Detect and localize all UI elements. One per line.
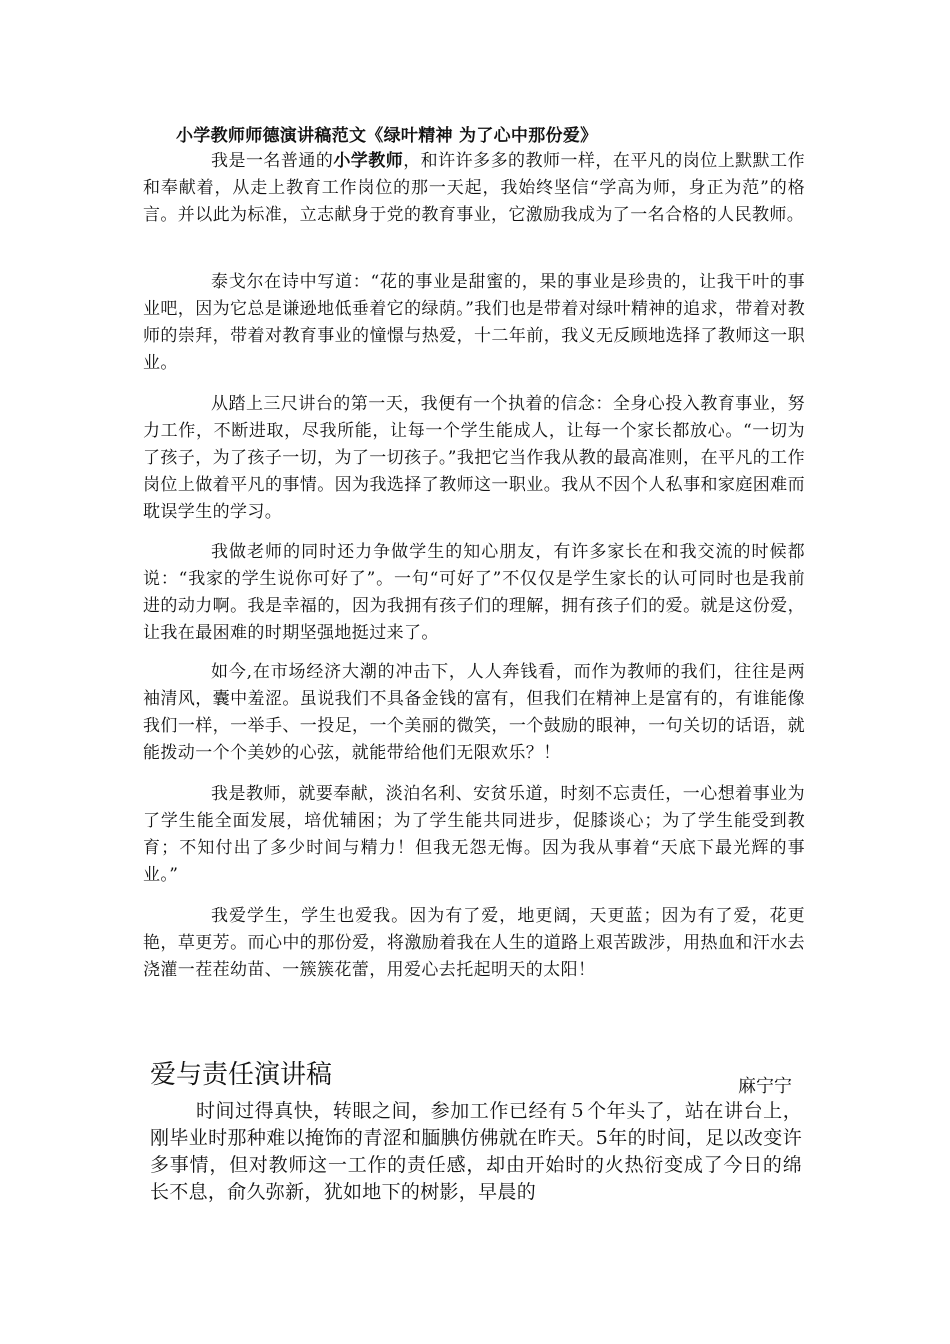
paragraph-1: [143, 148, 805, 229]
paragraph-3: 从踏上三尺讲台的第一天，我便有一个执着的信念：全身心投入教育事业，努力工作，不断进取，尽我所能，让每一个学生能成人，让每一个家长都放心。“一切为了孩子，为了孩子一切，为了一切孩子。”我把它当作我从教的最高准则，在平凡的工作岗位上做着平凡的事情。因为我选择了教师这一职业。我从不因个人私事和家庭困难而耽误学生的学习。: [143, 394, 805, 522]
paragraph-1-bold: 小学教师: [333, 151, 404, 171]
paragraph-2: 泰戈尔在诗中写道：“花的事业是甜蜜的，果的事业是珍贵的，让我干叶的事业吧，因为它总是谦逊地低垂着它的绿荫。”我们也是带着对绿叶精神的追求，带着对教师的崇拜，带着对教育事业的憧憬与热爱，十二年前，我义无反顾地选择了教师这一职业。: [143, 272, 805, 373]
paragraph-7: 我爱学生，学生也爱我。因为有了爱，地更阔，天更蓝；因为有了爱，花更艳，草更芳。而心中的那份爱，将激励着我在人生的道路上艰苦跋涉，用热血和汗水去浇灌一茬茬幼苗、一簇簇花蕾，用爱心去托起明天的太阳！: [143, 906, 805, 980]
speech-title-1: 小学教师师德演讲稿范文《绿叶精神 为了心中那份爱》: [176, 126, 598, 146]
paragraph-1-post: ，和许许多多的教师一样，在平凡的岗位上默默工作和奉献着，从走上教育工作岗位的那一天起，我始终坚信“学高为师，身正为范”的格言。并以此为标准，立志献身于党的教育事业，它激励我成为了一名合格的人民教师。: [143, 151, 805, 225]
paragraph-8: 时间过得真快，转眼之间，参加工作已经有５个年头了，站在讲台上，刚毕业时那种难以掩饰的青涩和腼腆仿佛就在昨天。5年的时间，足以改变许多事情，但对教师这一工作的责任感，却由开始时的火热衍变成了今日的绵长不息，俞久弥新，犹如地下的树影，早晨的: [150, 1100, 802, 1203]
paragraph-5: 如今,在市场经济大潮的冲击下，人人奔钱看，而作为教师的我们，往往是两袖清风，囊中羞涩。虽说我们不具备金钱的富有，但我们在精神上是富有的，有谁能像我们一样，一举手、一投足，一个美丽的微笑，一个鼓励的眼神，一句关切的话语，就能拨动一个个美妙的心弦，就能带给他们无限欢乐？！: [143, 662, 805, 763]
author-name: 麻宁宁: [738, 1076, 792, 1097]
speech-title-2: 爱与责任演讲稿: [150, 1059, 333, 1090]
paragraph-1-pre: 我是一名普通的: [211, 151, 334, 171]
paragraph-4: 我做老师的同时还力争做学生的知心朋友，有许多家长在和我交流的时候都说：“我家的学生说你可好了”。一句“可好了”不仅仅是学生家长的认可同时也是我前进的动力啊。我是幸福的，因为我拥有孩子们的理解，拥有孩子们的爱。就是这份爱，让我在最困难的时期坚强地挺过来了。: [143, 542, 805, 643]
paragraph-6: 我是教师，就要奉献，淡泊名利、安贫乐道，时刻不忘责任，一心想着事业为了学生能全面发展，培优辅困；为了学生能共同进步，促膝谈心；为了学生能受到教育；不知付出了多少时间与精力！但我无怨无悔。因为我从事着“天底下最光辉的事业。”: [143, 784, 805, 885]
